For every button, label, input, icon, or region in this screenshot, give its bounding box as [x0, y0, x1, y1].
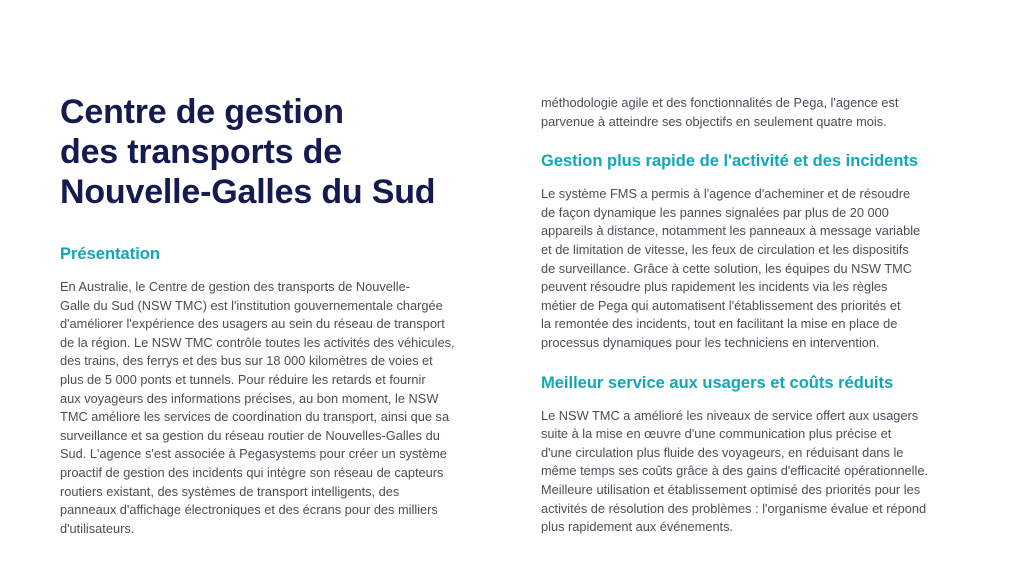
text-line: Le NSW TMC a amélioré les niveaux de service offert aux usagers: [541, 407, 919, 423]
presentation-heading: Présentation: [60, 245, 160, 263]
text-line: En Australie, le Centre de gestion des transports de Nouvelle-: [60, 279, 410, 294]
text-line: peuvent résoudre plus rapidement les incidents via les règles: [541, 279, 888, 295]
text-line: TMC améliore les services de coordination du transport, ainsi que sa: [60, 409, 450, 425]
page-title-line-1: Centre de gestion: [60, 93, 344, 131]
text-line: et de limitation de vitesse, les feux de circulation et les dispositifs: [541, 241, 909, 257]
gestion-heading: Gestion plus rapide de l'activité et des incidents: [541, 152, 919, 171]
text-line: d'utilisateurs.: [60, 520, 135, 536]
text-line: d'améliorer l'expérience des usagers au sein du réseau de transport: [60, 316, 445, 332]
text-line: Le système FMS a permis à l'agence d'acheminer et de résoudre: [541, 186, 911, 202]
text-line: de surveillance. Grâce à cette solution, les équipes du NSW TMC: [541, 260, 913, 276]
service-paragraph: [541, 407, 971, 537]
text-line: méthodologie agile et des fonctionnalités de Pega, l'agence est: [541, 95, 899, 110]
text-line: de façon dynamique les pannes signalées par plus de 20 000: [541, 204, 889, 220]
text-line: suite à la mise en œuvre d'une communication plus précise et: [541, 426, 892, 442]
text-line: appareils à distance, notamment les panneaux à message variable: [541, 223, 921, 239]
text-line: aux voyageurs des informations précises, au bon moment, le NSW: [60, 390, 439, 406]
text-line: plus de 5 000 ponts et tunnels. Pour réduire les retards et fournir: [60, 371, 426, 387]
text-line: surveillance et sa gestion du réseau routier de Nouvelles-Galles du: [60, 427, 440, 443]
text-line: Meilleure utilisation et établissement optimisé des priorités pour les: [541, 481, 921, 497]
text-line: même temps ses coûts grâce à des gains d'efficacité opérationnelle.: [541, 463, 929, 479]
text-line: d'une circulation plus fluide des voyageurs, en réduisant dans le: [541, 444, 904, 460]
text-line: panneaux d'affichage électroniques et des écrans pour des milliers: [60, 502, 438, 518]
text-line: proactif de gestion des incidents qui intègre son réseau de capteurs: [60, 464, 444, 480]
text-line: des trains, des ferrys et des bus sur 18 000 kilomètres de voies et: [60, 353, 433, 369]
page-title-line-3: Nouvelle-Galles du Sud: [60, 173, 436, 211]
text-line: métier de Pega qui automatisent l'établissement des priorités et: [541, 297, 901, 313]
text-line: activités de résolution des problèmes : l'organisme évalue et répond: [541, 500, 927, 516]
text-line: plus rapidement aux événements.: [541, 519, 734, 535]
presentation-paragraph: [60, 278, 490, 538]
text-line: processus dynamiques pour les techniciens en intervention.: [541, 334, 880, 350]
text-line: de la région. Le NSW TMC contrôle toutes les activités des véhicules,: [60, 334, 455, 350]
page-title-line-2: des transports de: [60, 133, 342, 171]
text-line: Galle du Sud (NSW TMC) est l'institution gouvernementale chargée: [60, 297, 443, 313]
continuation-paragraph: [541, 94, 971, 131]
gestion-paragraph: [541, 185, 971, 352]
page-title: [60, 92, 490, 212]
left-column: [60, 92, 490, 538]
text-line: routiers existant, des systèmes de transport intelligents, des: [60, 483, 400, 499]
right-column: [541, 94, 971, 537]
service-heading: Meilleur service aux usagers et coûts réduits: [541, 373, 894, 392]
text-line: parvenue à atteindre ses objectifs en seulement quatre mois.: [541, 113, 887, 129]
text-line: la remontée des incidents, tout en facilitant la mise en place de: [541, 316, 898, 332]
text-line: Sud. L'agence s'est associée à Pegasystems pour créer un système: [60, 446, 447, 462]
